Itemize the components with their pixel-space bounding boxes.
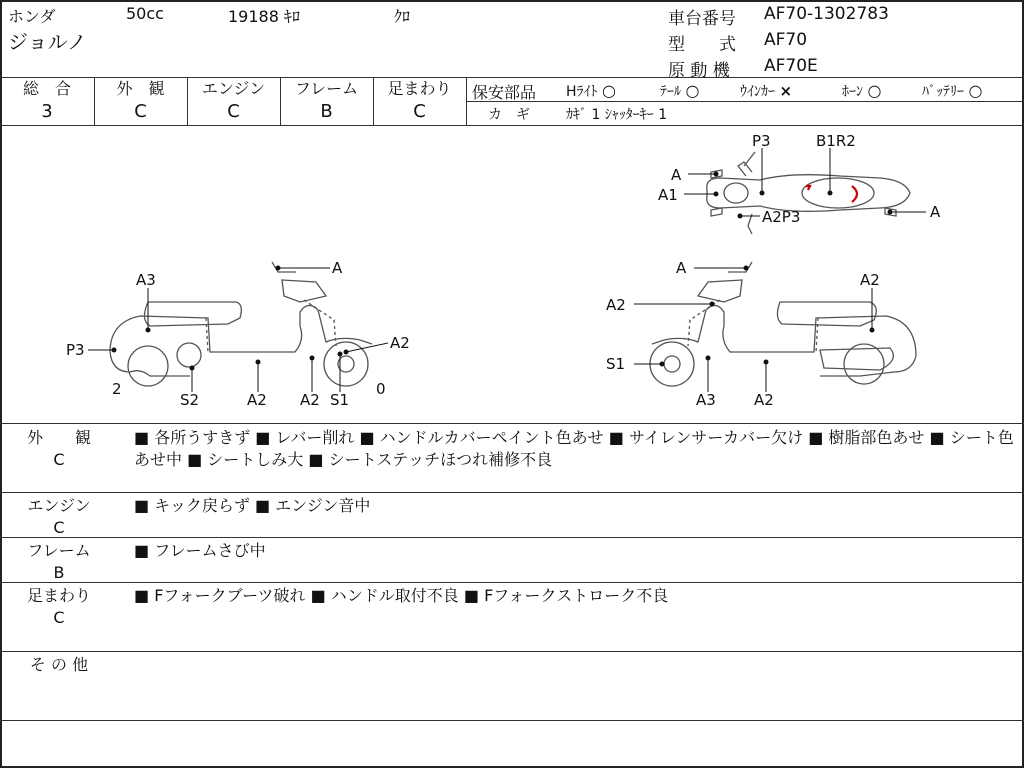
diagram-label: A2 (860, 271, 880, 289)
diagram-label: B1R2 (816, 132, 856, 150)
divider (0, 492, 1024, 493)
grade-label: フレーム (294, 79, 359, 98)
diagram-label: A2 (754, 391, 774, 409)
diagram-label: S1 (606, 355, 626, 373)
divider (0, 651, 1024, 652)
diagram-label: A (671, 166, 682, 184)
grade-label: 外 観 (116, 79, 165, 98)
diagram-label: A2 (247, 391, 267, 409)
safety-item-name: ｳｲﾝｶｰ (740, 84, 775, 100)
divider (0, 582, 1024, 583)
engine-label: 原 動 機 (668, 61, 730, 81)
keys-label: カ ギ (488, 107, 530, 123)
remark-engine-text: ■ キック戻らず ■ エンジン音中 (134, 496, 371, 515)
grade-value: B (320, 101, 333, 122)
diagram-label: S1 (330, 391, 350, 409)
model-name: ジョルノ (8, 30, 87, 54)
safety-item-name: Hﾗｲﾄ (566, 84, 598, 100)
diagram-label: A (930, 203, 941, 221)
safety-item-mark: × (779, 82, 793, 100)
remark-frame-text: ■ フレームさび中 (134, 541, 266, 560)
remark-exterior-text: ■ 各所うすきず ■ レバー削れ ■ ハンドルカバーペイント色あせ ■ サイレンサーカバー欠け ■ 樹脂部色あせ ■ シート色あせ中 ■ シートしみ大 ■ シートステッチほつれ補修不良 (134, 428, 1014, 469)
engine-value: AF70E (764, 56, 818, 76)
remark-suspension-label (14, 585, 104, 629)
remark-label: そ の 他 (29, 655, 89, 674)
diagram-label: A (676, 259, 687, 277)
frame-no: AF70-1302783 (764, 4, 889, 24)
divider (0, 720, 1024, 721)
safety-item-mark: ○ (968, 81, 983, 100)
color: ｸﾛ (394, 7, 411, 26)
remark-other-label (14, 654, 104, 676)
remark-label: 外 観 (26, 428, 91, 447)
safety-item-name: ﾃｰﾙ (660, 84, 681, 100)
divider (0, 537, 1024, 538)
safety-label: 保安部品 (472, 83, 537, 102)
grade-value: C (227, 101, 240, 122)
diagram-label: A2 (390, 334, 410, 352)
diagram-label: A2P3 (762, 208, 801, 226)
type-value: AF70 (764, 30, 808, 50)
safety-item-name: ﾊﾞｯﾃﾘｰ (922, 84, 964, 100)
grade-label: 総 合 (22, 79, 71, 98)
remark-label: 足まわり (26, 586, 91, 605)
grade-value: C (134, 101, 147, 122)
frame-no-label: 車台番号 (668, 9, 736, 29)
maker: ホンダ (8, 7, 56, 26)
diagram-label: A2 (606, 296, 626, 314)
mileage: 19188 ｷﾛ (228, 7, 300, 26)
diagram-label: A2 (300, 391, 320, 409)
diagram-label: P3 (66, 341, 85, 359)
remark-grade: B (53, 563, 65, 582)
remark-label: エンジン (27, 496, 91, 515)
remark-label: フレーム (27, 541, 91, 560)
grade-value: 3 (41, 101, 53, 122)
diagram-label: A3 (696, 391, 716, 409)
grade-value: C (413, 101, 426, 122)
remark-grade: C (53, 608, 65, 627)
grade-label: 足まわり (387, 79, 452, 98)
type-label: 型 式 (668, 35, 736, 55)
safety-item-name: ﾎｰﾝ (842, 84, 863, 100)
top-view-scooter (707, 152, 910, 234)
grade-label: エンジン (201, 79, 266, 98)
remark-frame-label (14, 540, 104, 584)
diagram-label: 2 (112, 380, 122, 398)
safety-item-mark: ○ (867, 81, 882, 100)
safety-item-mark: ○ (601, 81, 616, 100)
remark-engine-label (14, 495, 104, 539)
remark-exterior-label (14, 427, 104, 471)
displacement: 50cc (126, 4, 164, 23)
diagram-label: A3 (136, 271, 156, 289)
safety-item-mark: ○ (685, 81, 700, 100)
remark-suspension-text: ■ Fフォークブーツ破れ ■ ハンドル取付不良 ■ Fフォークストローク不良 (134, 586, 669, 605)
divider (0, 423, 1024, 424)
diagram-label: 0 (376, 380, 386, 398)
diagram-label: S2 (180, 391, 200, 409)
diagram-label: A (332, 259, 343, 277)
remark-grade: C (53, 450, 65, 469)
diagram-label: P3 (752, 132, 771, 150)
remark-grade: C (53, 518, 65, 537)
keys-value: ｶｷﾞ 1 ｼｬｯﾀｰｷｰ 1 (566, 107, 668, 123)
diagram-label: A1 (658, 186, 678, 204)
